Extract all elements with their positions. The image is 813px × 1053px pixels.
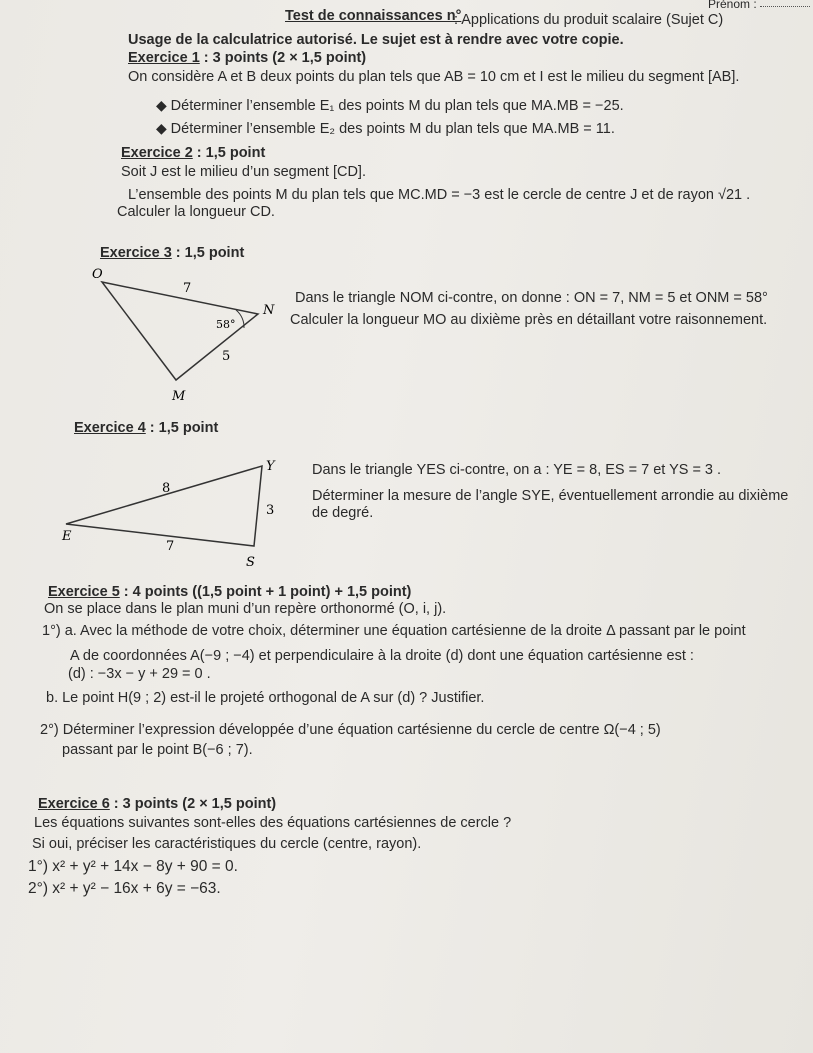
prenom-label: Prénom : — [708, 0, 757, 11]
side-ye-label: 8 — [162, 481, 171, 496]
ex5-q2: 2°) Déterminer l’expression développée d’une équation cartésienne du cercle de centre Ω(−4 ; 5) — [40, 722, 661, 738]
ex2-line1: Soit J est le milieu d’un segment [CD]. — [121, 164, 366, 180]
triangle-yes — [66, 466, 262, 546]
prenom-line — [760, 6, 810, 7]
triangle-nom — [102, 282, 258, 380]
ex4-line2: Déterminer la mesure de l’angle SYE, éventuellement arrondie au dixième — [312, 488, 789, 504]
ex2-heading: Exercice 2 — [121, 145, 193, 161]
side-ys-label: 3 — [266, 503, 275, 518]
ex3-points: : 1,5 point — [175, 245, 245, 261]
ex4-heading-wrap — [74, 420, 218, 437]
test-subtitle: : Applications du produit scalaire (Sujet C) — [454, 12, 724, 28]
ex4-line3: de degré. — [312, 505, 374, 521]
ex6-heading-wrap — [38, 796, 276, 813]
ex4-line1: Dans le triangle YES ci-contre, on a : YE = 8, ES = 7 et YS = 3 . — [312, 462, 722, 478]
ex5-q1a: 1°) a. Avec la méthode de votre choix, déterminer une équation cartésienne de la droite Δ passant par le point — [42, 623, 746, 639]
bullet-icon: ◆ — [156, 97, 171, 113]
ex1-line1: On considère A et B deux points du plan tels que AB = 10 cm et I est le milieu du segment [AB]. — [128, 69, 740, 85]
triangle-nom-figure — [88, 262, 288, 407]
ex5-q1a3: (d) : −3x − y + 29 = 0 . — [68, 666, 211, 682]
ex3-heading: Exercice 3 — [100, 245, 172, 261]
ex5-line1: On se place dans le plan muni d’un repère orthonormé (O, i, j). — [44, 601, 447, 617]
ex2-points: : 1,5 point — [196, 145, 266, 161]
intro-text: Usage de la calculatrice autorisé. Le sujet est à rendre avec votre copie. — [128, 32, 624, 48]
ex6-line1: Les équations suivantes sont-elles des équations cartésiennes de cercle ? — [34, 815, 512, 831]
ex3-heading-wrap — [100, 245, 244, 262]
ex2-heading-wrap — [121, 145, 265, 162]
ex4-points: : 1,5 point — [149, 420, 219, 436]
ex5-points: : 4 points ((1,5 point + 1 point) + 1,5 point) — [123, 584, 412, 600]
ex5-q1a2: A de coordonnées A(−9 ; −4) et perpendiculaire à la droite (d) dont une équation cartésienne est : — [70, 648, 694, 664]
ex5-heading-wrap — [48, 584, 411, 601]
test-title: Test de connaissances n° — [285, 8, 462, 24]
triangle-yes-figure — [58, 452, 288, 572]
ex6-eq2: 2°) x² + y² − 16x + 6y = −63. — [28, 880, 221, 897]
ex1-heading: Exercice 1 — [128, 50, 200, 66]
ex5-heading: Exercice 5 — [48, 584, 120, 600]
vertex-s: S — [246, 555, 255, 570]
vertex-y: Y — [266, 459, 275, 474]
vertex-e: E — [62, 529, 72, 544]
ex2-line3: Calculer la longueur CD. — [117, 204, 275, 220]
ex5-q2b: passant par le point B(−6 ; 7). — [62, 742, 253, 758]
vertex-o: O — [92, 267, 103, 282]
vertex-m: M — [172, 389, 186, 404]
ex4-heading: Exercice 4 — [74, 420, 146, 436]
ex3-line2: Calculer la longueur MO au dixième près en détaillant votre raisonnement. — [290, 312, 768, 328]
bullet-icon: ◆ — [156, 120, 171, 136]
ex1-item1-wrap — [156, 97, 624, 115]
ex1-points: : 3 points (2 × 1,5 point) — [203, 50, 367, 66]
side-on-label: 7 — [183, 281, 192, 296]
ex6-line2: Si oui, préciser les caractéristiques du cercle (centre, rayon). — [32, 836, 422, 852]
ex1-item2-wrap — [156, 120, 615, 138]
ex6-eq1: 1°) x² + y² + 14x − 8y + 90 = 0. — [28, 858, 238, 875]
angle-label: 58° — [216, 318, 236, 331]
ex1-item1: Déterminer l’ensemble E₁ des points M du plan tels que MA.MB = −25. — [170, 98, 624, 114]
ex1-heading-wrap — [128, 50, 366, 67]
ex1-item2: Déterminer l’ensemble E₂ des points M du plan tels que MA.MB = 11. — [170, 121, 615, 137]
ex3-line1: Dans le triangle NOM ci-contre, on donne : ON = 7, NM = 5 et ONM = 58° — [295, 290, 768, 306]
ex2-line2: L’ensemble des points M du plan tels que MC.MD = −3 est le cercle de centre J et de rayon √21 . — [128, 187, 751, 203]
ex6-heading: Exercice 6 — [38, 796, 110, 812]
side-es-label: 7 — [166, 539, 175, 554]
side-nm-label: 5 — [222, 349, 231, 364]
vertex-n: N — [263, 303, 275, 318]
ex6-points: : 3 points (2 × 1,5 point) — [113, 796, 277, 812]
ex5-q1b: b. Le point H(9 ; 2) est-il le projeté orthogonal de A sur (d) ? Justifier. — [46, 690, 485, 706]
